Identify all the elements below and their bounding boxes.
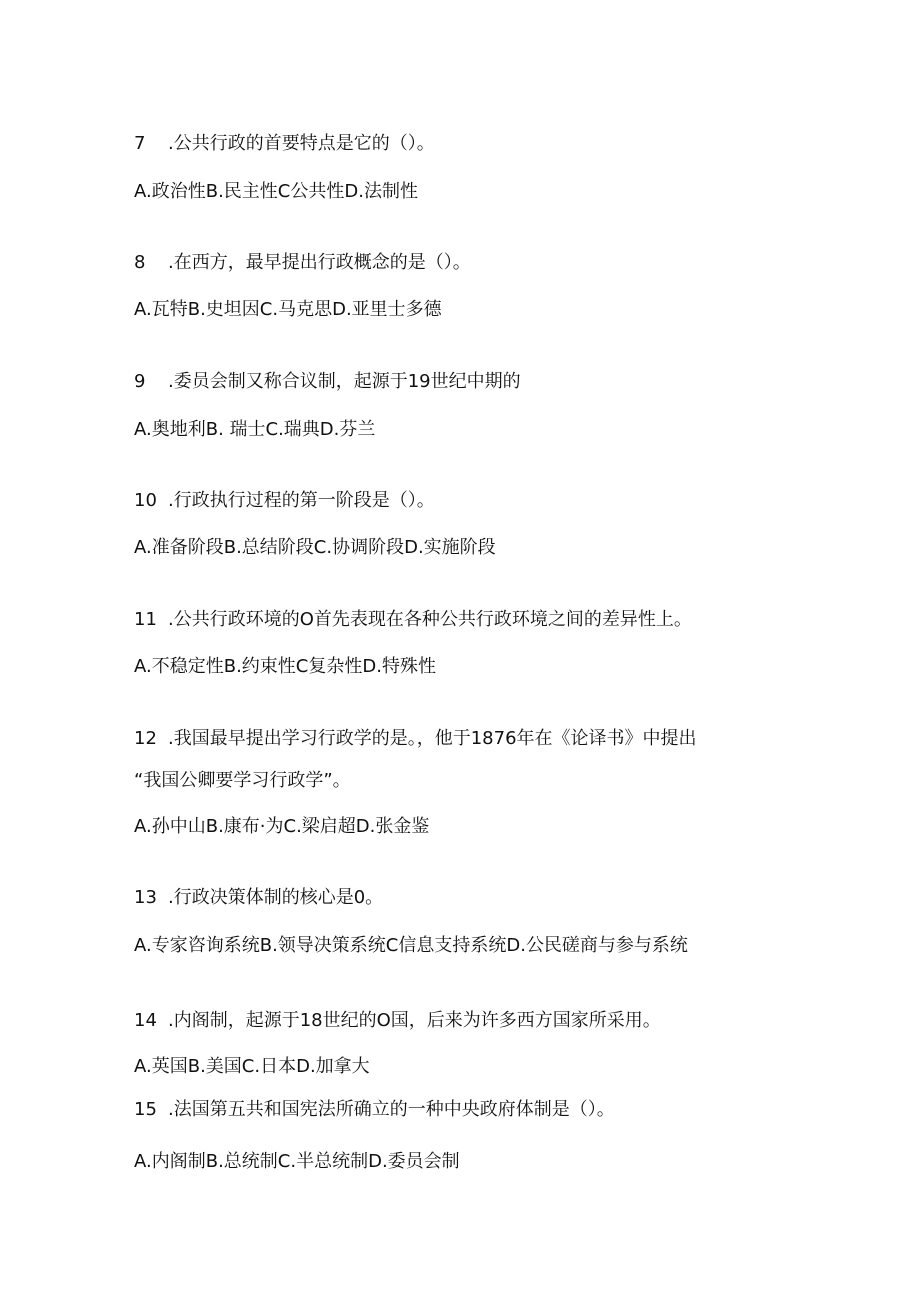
question-text: .在西方，最早提出行政概念的是（）。 [168,252,471,273]
question-text: .公共行政的首要特点是它的（）。 [168,133,435,154]
question-15-options: A.内阁制B.总统制C.半总统制D.委员会制 [134,1151,460,1172]
question-13-stem [134,886,383,910]
question-15-stem [134,1098,615,1122]
question-10-options: A.准备阶段B.总结阶段C.协调阶段D.实施阶段 [134,537,496,558]
question-number: 7 [134,133,146,154]
question-7-options: A.政治性B.民主性C公共性D.法制性 [134,181,418,202]
question-number: 14 [134,1010,157,1031]
question-text: .内阁制，起源于18世纪的O国，后来为许多西方国家所采用。 [168,1010,661,1031]
question-8-options: A.瓦特B.史坦因C.马克思D.亚里士多德 [134,299,442,320]
question-text: .法国第五共和国宪法所确立的一种中央政府体制是（）。 [168,1099,615,1120]
question-12-stem-continued: “我国公卿要学习行政学”。 [134,770,351,791]
question-text: .公共行政环境的O首先表现在各种公共行政环境之间的差异性上。 [168,609,692,630]
question-number: 15 [134,1099,157,1120]
question-text: .我国最早提出学习行政学的是。，他于1876年在《论译书》中提出 [168,728,697,749]
question-8-stem [134,251,471,275]
question-14-stem [134,1009,661,1033]
question-number: 12 [134,728,157,749]
question-text: .委员会制又称合议制，起源于19世纪中期的 [168,371,521,392]
question-10-stem [134,489,435,513]
question-11-stem [134,608,692,632]
question-9-stem [134,370,521,394]
question-12-options: A.孙中山B.康布·为C.梁启超D.张金鉴 [134,816,430,837]
question-9-options: A.奥地利B. 瑞士C.瑞典D.芬兰 [134,419,376,440]
question-text: .行政决策体制的核心是0。 [168,887,384,908]
question-number: 10 [134,490,157,511]
question-number: 13 [134,887,157,908]
question-number: 9 [134,371,146,392]
question-11-options: A.不稳定性B.约束性C复杂性D.特殊性 [134,656,436,677]
question-number: 8 [134,252,146,273]
question-text: .行政执行过程的第一阶段是（）。 [168,490,435,511]
question-13-options: A.专家咨询系统B.领导决策系统C信息支持系统D.公民磋商与参与系统 [134,935,688,956]
question-14-options: A.英国B.美国C.日本D.加拿大 [134,1056,370,1077]
question-7-stem [134,132,435,156]
question-number: 11 [134,609,157,630]
question-12-stem [134,727,697,751]
